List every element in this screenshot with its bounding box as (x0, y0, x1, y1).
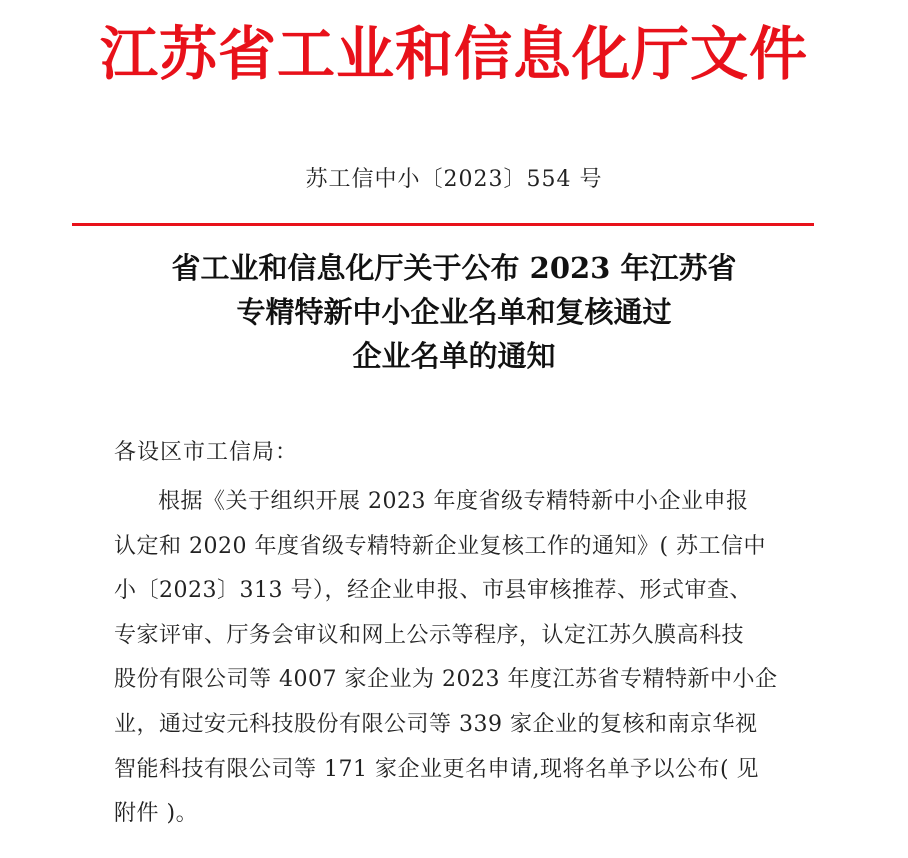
title-line: 省工业和信息化厅关于公布 2023 年江苏省 (171, 251, 737, 285)
body-line: 股份有限公司等 4007 家企业为 2023 年度江苏省专精特新中小企 (114, 667, 778, 693)
body-line: 业，通过安元科技股份有限公司等 339 家企业的复核和南京华视 (114, 711, 758, 737)
body-paragraph (114, 480, 814, 837)
title-line: 企业名单的通知 (352, 339, 556, 373)
body-line: 智能科技有限公司等 171 家企业更名申请,现将名单予以公布( 见 (114, 756, 760, 782)
body-line: 小〔2023〕313 号），经企业申报、市县审核推荐、形式审查、 (114, 578, 752, 604)
body-line: 专家评审、厅务会审议和网上公示等程序，认定江苏久膜高科技 (114, 622, 745, 648)
document-masthead: 江苏省工业和信息化厅文件 (99, 20, 808, 88)
red-divider-rule (72, 223, 814, 226)
body-line: 认定和 2020 年度省级专精特新企业复核工作的通知》( 苏工信中 (114, 533, 767, 559)
body-line: 附件 )。 (114, 801, 199, 827)
salutation: 各设区市工信局： (114, 440, 299, 465)
body-line: 根据《关于组织开展 2023 年度省级专精特新中小企业申报 (158, 489, 749, 514)
title-line: 专精特新中小企业名单和复核通过 (236, 295, 672, 329)
document-title (0, 246, 908, 378)
document-number: 苏工信中小〔2023〕554 号 (305, 167, 603, 192)
